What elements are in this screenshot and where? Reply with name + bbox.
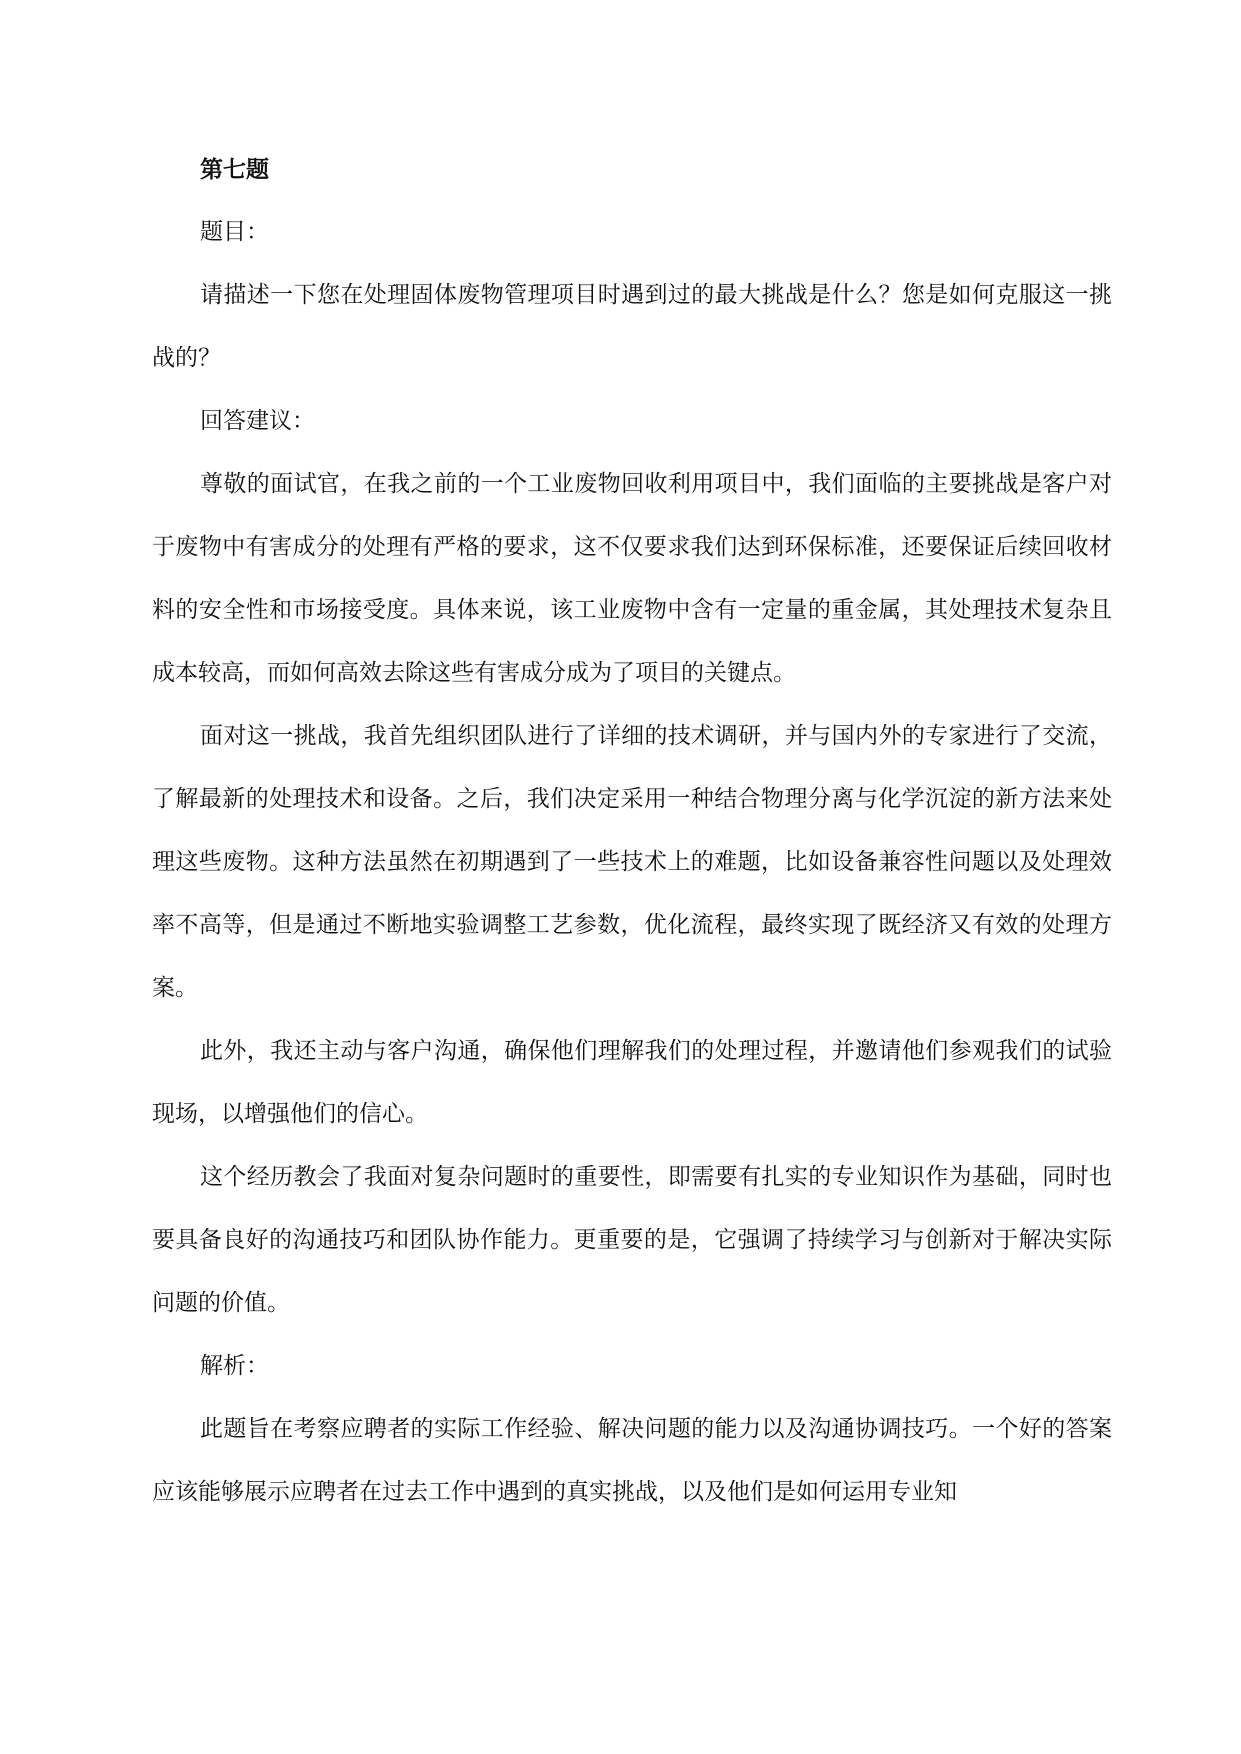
analysis-text: 此题旨在考察应聘者的实际工作经验、解决问题的能力以及沟通协调技巧。一个好的答案应该能够展示应聘者在过去工作中遇到的真实挑战，以及他们是如何运用专业知	[152, 1416, 1112, 1505]
document-body	[152, 138, 1112, 1524]
question-label: 题目：	[200, 219, 269, 245]
answer-paragraph: 面对这一挑战，我首先组织团队进行了详细的技术调研，并与国内外的专家进行了交流，了解最新的处理技术和设备。之后，我们决定采用一种结合物理分离与化学沉淀的新方法来处理这些废物。这种方法虽然在初期遇到了一些技术上的难题，比如设备兼容性问题以及处理效率不高等，但是通过不断地实验调整工艺参数，优化流程，最终实现了既经济又有效的处理方案。	[152, 723, 1112, 1001]
analysis-label: 解析：	[200, 1353, 269, 1379]
answer-paragraph: 这个经历教会了我面对复杂问题时的重要性，即需要有扎实的专业知识作为基础，同时也要具备良好的沟通技巧和团队协作能力。更重要的是，它强调了持续学习与创新对于解决实际问题的价值。	[152, 1164, 1112, 1316]
question-text: 请描述一下您在处理固体废物管理项目时遇到过的最大挑战是什么？您是如何克服这一挑战的？	[152, 282, 1112, 371]
answer-paragraph: 尊敬的面试官，在我之前的一个工业废物回收利用项目中，我们面临的主要挑战是客户对于废物中有害成分的处理有严格的要求，这不仅要求我们达到环保标准，还要保证后续回收材料的安全性和市场接受度。具体来说，该工业废物中含有一定量的重金属，其处理技术复杂且成本较高，而如何高效去除这些有害成分成为了项目的关键点。	[152, 471, 1112, 686]
answer-paragraph: 此外，我还主动与客户沟通，确保他们理解我们的处理过程，并邀请他们参观我们的试验现场，以增强他们的信心。	[152, 1038, 1112, 1127]
answer-label: 回答建议：	[200, 408, 315, 434]
question-title: 第七题	[200, 156, 269, 183]
